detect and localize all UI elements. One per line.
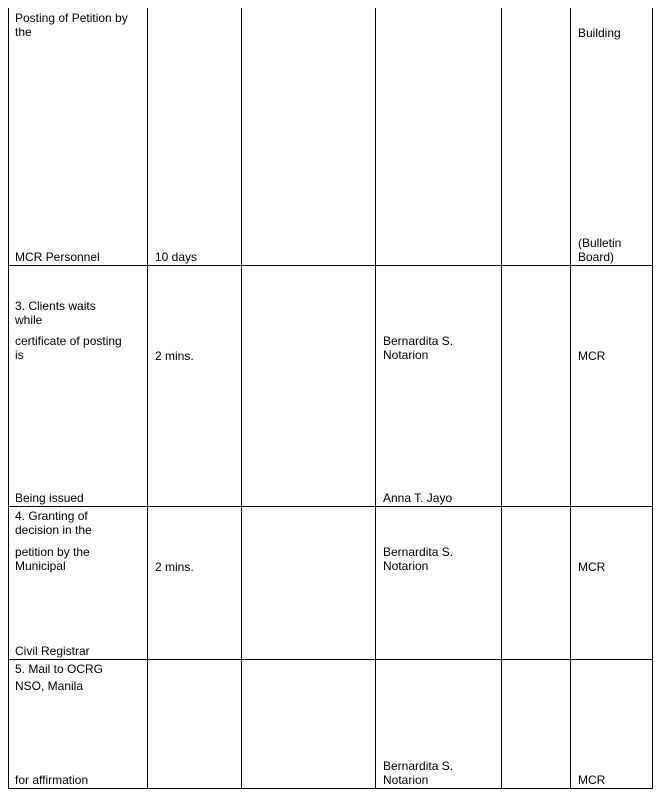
location-cell: MCR <box>578 349 606 363</box>
step-text-block <box>15 545 90 573</box>
table-row <box>15 662 103 693</box>
location-cell: MCR <box>578 560 606 574</box>
row-divider <box>8 506 652 507</box>
location-text: Board) <box>578 250 615 264</box>
step-text: decision in the <box>15 523 92 537</box>
table-border-bottom <box>8 788 652 789</box>
step-text: Municipal <box>15 559 66 573</box>
location-text: (Bulletin <box>578 236 622 250</box>
location-cell: MCR <box>578 773 606 787</box>
person-cell <box>383 759 453 787</box>
table-row <box>15 11 128 39</box>
step-text: MCR Personnel <box>15 250 100 264</box>
table-row <box>15 299 96 327</box>
step-text-block <box>15 334 122 362</box>
step-text: certificate of posting <box>15 334 122 348</box>
person-cell <box>383 545 453 573</box>
person-text: Notarion <box>383 773 429 787</box>
step-text: for affirmation <box>15 773 89 787</box>
step-text: Posting of Petition by <box>15 11 128 25</box>
step-text: Being issued <box>15 491 84 505</box>
person-text: Bernardita S. <box>383 545 454 559</box>
person-text: Notarion <box>383 348 429 362</box>
step-text: is <box>15 348 24 362</box>
table-border-right <box>652 8 653 789</box>
step-text: while <box>15 313 43 327</box>
column-divider <box>147 8 148 789</box>
step-text: the <box>15 25 32 39</box>
row-divider <box>8 265 652 266</box>
person-text: Bernardita S. <box>383 334 454 348</box>
column-divider <box>241 8 242 789</box>
location-cell <box>578 236 621 264</box>
person-text: Bernardita S. <box>383 759 454 773</box>
step-text: 5. Mail to OCRG <box>15 662 104 676</box>
table-row <box>15 509 92 537</box>
column-divider <box>570 8 571 789</box>
duration-cell: 2 mins. <box>155 349 194 363</box>
step-text: 3. Clients waits <box>15 299 96 313</box>
step-text: petition by the <box>15 545 90 559</box>
step-text: NSO, Manila <box>15 679 84 693</box>
duration-cell: 2 mins. <box>155 560 194 574</box>
row-divider <box>8 659 652 660</box>
location-cell: Building <box>578 26 621 40</box>
person-cell <box>383 334 453 362</box>
person-text: Notarion <box>383 559 429 573</box>
step-text: Civil Registrar <box>15 644 90 658</box>
table-border-left <box>8 8 9 789</box>
step-text: 4. Granting of <box>15 509 88 523</box>
column-divider <box>501 8 502 789</box>
duration-cell: 10 days <box>155 250 198 264</box>
person-text: Anna T. Jayo <box>383 491 453 505</box>
column-divider <box>375 8 376 789</box>
